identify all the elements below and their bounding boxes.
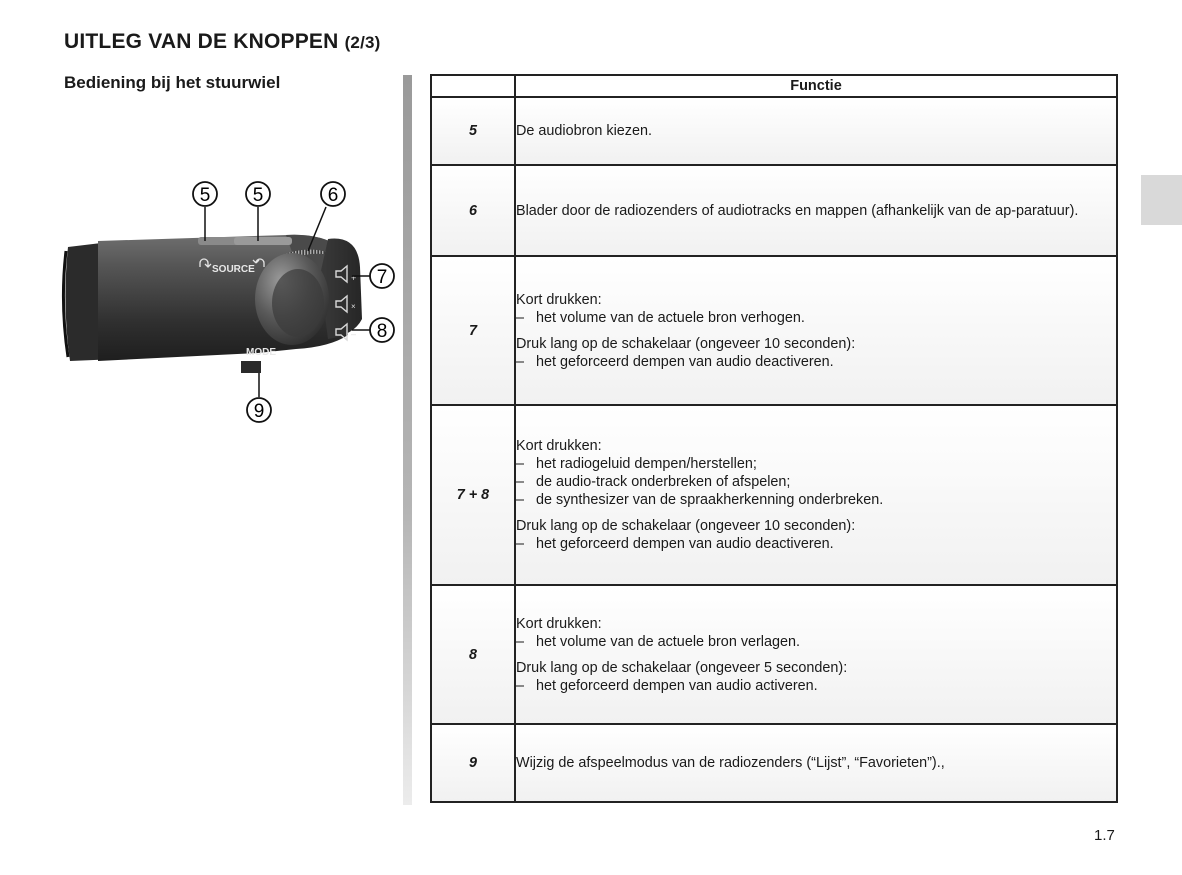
dash: – [516,309,525,326]
column-divider [403,75,412,805]
page-number: 1.7 [1094,827,1115,844]
row-description [515,585,1117,724]
svg-text:+: + [351,273,357,283]
row-description [515,405,1117,585]
dash: – [516,456,525,472]
list-item [516,353,1116,371]
callout-7 [370,264,394,288]
callout-8 [370,318,394,342]
table-header-function: Functie [515,75,1117,97]
callout-5a [193,182,217,206]
dash: – [516,536,525,552]
list-item [516,633,1116,651]
short-press-title: Kort drukken: [516,438,602,454]
callout-9 [247,398,271,422]
callout-6-label: 6 [327,185,339,206]
list-item-text: het geforceerd dempen van audio deactiveren. [536,353,834,370]
callout-5b [246,182,270,206]
long-press-title: Druk lang op de schakelaar (ongeveer 5 seconden): [516,659,848,676]
callout-7-label: 7 [376,267,388,288]
row-key: 5 [431,97,515,165]
function-table-wrapper [430,74,1118,803]
stalk-illustration [58,175,403,435]
list-item [516,473,1116,491]
table-row [431,405,1117,585]
row-description: Blader door de radiozenders of audiotracks en mappen (afhankelijk van de ap-paratuur). [515,165,1117,256]
mode-label: MODE [246,347,276,358]
table-row [431,585,1117,724]
table-header-key [431,75,515,97]
page-title-suffix: (2/3) [344,33,381,52]
row-description: De audiobron kiezen. [515,97,1117,165]
list-item-text: het volume van de actuele bron verlagen. [536,633,801,650]
long-press-title: Druk lang op de schakelaar (ongeveer 10 seconden): [516,518,856,534]
table-row [431,97,1117,165]
page-title [64,30,381,54]
page-title-text: UITLEG VAN DE KNOPPEN [64,30,339,53]
list-item [516,455,1116,473]
callout-8-label: 8 [376,321,388,342]
long-press-title: Druk lang op de schakelaar (ongeveer 10 seconden): [516,335,856,352]
list-item [516,491,1116,509]
list-item-text: het radiogeluid dempen/herstellen; [536,456,757,472]
svg-text:×: × [351,302,356,311]
row-description [515,256,1117,405]
list-item [516,309,1116,327]
function-table [430,74,1118,803]
row-key: 9 [431,724,515,802]
list-item-text: de audio-track onderbreken of afspelen; [536,474,791,490]
list-item-text: het geforceerd dempen van audio activeren. [536,677,818,694]
row-key: 6 [431,165,515,256]
section-tab-marker [1141,175,1182,225]
list-item [516,677,1116,695]
table-row [431,256,1117,405]
svg-text:–: – [351,329,357,339]
row-key: 7 + 8 [431,405,515,585]
callout-5b-label: 5 [252,185,264,206]
table-header-row [431,75,1117,97]
callout-9-label: 9 [253,401,265,422]
mode-button [241,361,261,373]
dash: – [516,633,525,650]
list-item-text: het volume van de actuele bron verhogen. [536,309,805,326]
callout-5a-label: 5 [199,185,211,206]
section-subtitle: Bediening bij het stuurwiel [64,73,281,92]
short-press-title: Kort drukken: [516,291,602,308]
dash: – [516,492,525,508]
table-row [431,165,1117,256]
dash: – [516,353,525,370]
dash: – [516,474,525,490]
steering-control-diagram [58,175,403,435]
row-description: Wijzig de afspeelmodus van de radiozenders (“Lijst”, “Favorieten”)., [515,724,1117,802]
table-row [431,724,1117,802]
source-button-right [234,237,292,245]
list-item [516,535,1116,553]
row-key: 8 [431,585,515,724]
list-item-text: de synthesizer van de spraakherkenning onderbreken. [536,492,884,508]
callout-6 [321,182,345,206]
dash: – [516,677,525,694]
source-label: SOURCE [212,264,255,275]
row-key: 7 [431,256,515,405]
list-item-text: het geforceerd dempen van audio deactiveren. [536,536,834,552]
short-press-title: Kort drukken: [516,615,602,632]
